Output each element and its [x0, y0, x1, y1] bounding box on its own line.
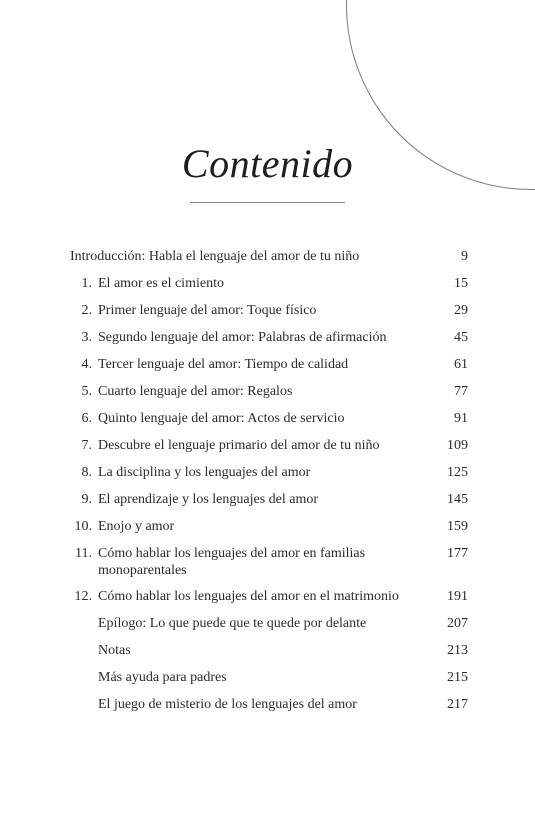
toc-entry [70, 615, 468, 632]
toc-entry [70, 437, 468, 454]
toc-entry-page: 213 [447, 643, 468, 658]
toc-entry-number: 7. [81, 438, 92, 453]
toc-entry-page: 29 [454, 303, 468, 318]
toc-entry [70, 383, 468, 400]
toc-entry-page: 207 [447, 616, 468, 631]
toc-entry-page: 217 [447, 697, 468, 712]
toc-entry-title: Introducción: Habla el lenguaje del amor de tu niño [70, 249, 360, 264]
toc-entry-page: 15 [454, 276, 468, 291]
toc-entry [70, 464, 468, 481]
toc-entry-page: 77 [454, 384, 468, 399]
toc-entry-page: 125 [447, 465, 468, 480]
toc-entry-title: La disciplina y los lenguajes del amor [98, 465, 311, 480]
toc-entry [70, 642, 468, 659]
toc-entry-number: 9. [81, 492, 92, 507]
toc-entry [70, 518, 468, 535]
toc-entry-title: Más ayuda para padres [98, 670, 227, 685]
toc-entry-page: 145 [447, 492, 468, 507]
toc-entry-page: 91 [454, 411, 468, 426]
toc-entry-number: 1. [81, 276, 92, 291]
toc-entry [70, 329, 468, 346]
toc-entry-number: 10. [74, 519, 92, 534]
toc-entry-page: 61 [454, 357, 468, 372]
toc-entry-number: 4. [81, 357, 92, 372]
toc-entry-page: 9 [461, 249, 468, 264]
toc-entry [70, 248, 468, 265]
title-divider [190, 202, 345, 203]
toc-entry [70, 696, 468, 713]
toc-entry-number: 6. [81, 411, 92, 426]
toc-entry [70, 545, 468, 579]
toc-entry [70, 275, 468, 292]
toc-entry-number: 5. [81, 384, 92, 399]
toc-entry [70, 410, 468, 427]
toc-entry-title: Descubre el lenguaje primario del amor de tu niño [98, 438, 380, 453]
toc-entry-title: El amor es el cimiento [98, 276, 224, 291]
toc-entry-title: Quinto lenguaje del amor: Actos de servicio [98, 411, 345, 426]
toc-entry-page: 191 [447, 589, 468, 604]
toc-entry-title: Notas [98, 643, 131, 658]
toc-entry [70, 302, 468, 319]
toc-entry-number: 8. [81, 465, 92, 480]
toc-entry-title: Primer lenguaje del amor: Toque físico [98, 303, 317, 318]
toc-entry-page: 109 [447, 438, 468, 453]
toc-entry-number: 12. [74, 589, 92, 604]
toc-entry-number: 3. [81, 330, 92, 345]
toc-entry-title: El juego de misterio de los lenguajes del amor [98, 697, 357, 712]
toc-entry-number: 2. [81, 303, 92, 318]
page-title: Contenido [181, 141, 354, 186]
toc-entry-number: 11. [75, 546, 92, 561]
toc-entry-title: Cómo hablar los lenguajes del amor en el matrimonio [98, 589, 399, 604]
toc-entry-title: Tercer lenguaje del amor: Tiempo de calidad [98, 357, 349, 372]
toc-entry-title: Cómo hablar los lenguajes del amor en familias monoparentales [98, 546, 366, 578]
toc-entry-title: Epílogo: Lo que puede que te quede por delante [98, 616, 367, 631]
toc-entry-page: 177 [447, 546, 468, 561]
toc-entry-page: 215 [447, 670, 468, 685]
toc-entry [70, 669, 468, 686]
toc-entry [70, 588, 468, 605]
toc-entry-title: Cuarto lenguaje del amor: Regalos [98, 384, 293, 399]
toc-entry-title: El aprendizaje y los lenguajes del amor [98, 492, 319, 507]
toc-entry-page: 45 [454, 330, 468, 345]
toc-entry-page: 159 [447, 519, 468, 534]
toc-entry-title: Enojo y amor [98, 519, 175, 534]
toc-entry [70, 356, 468, 373]
toc-entry [70, 491, 468, 508]
toc-entry-title: Segundo lenguaje del amor: Palabras de afirmación [98, 330, 387, 345]
